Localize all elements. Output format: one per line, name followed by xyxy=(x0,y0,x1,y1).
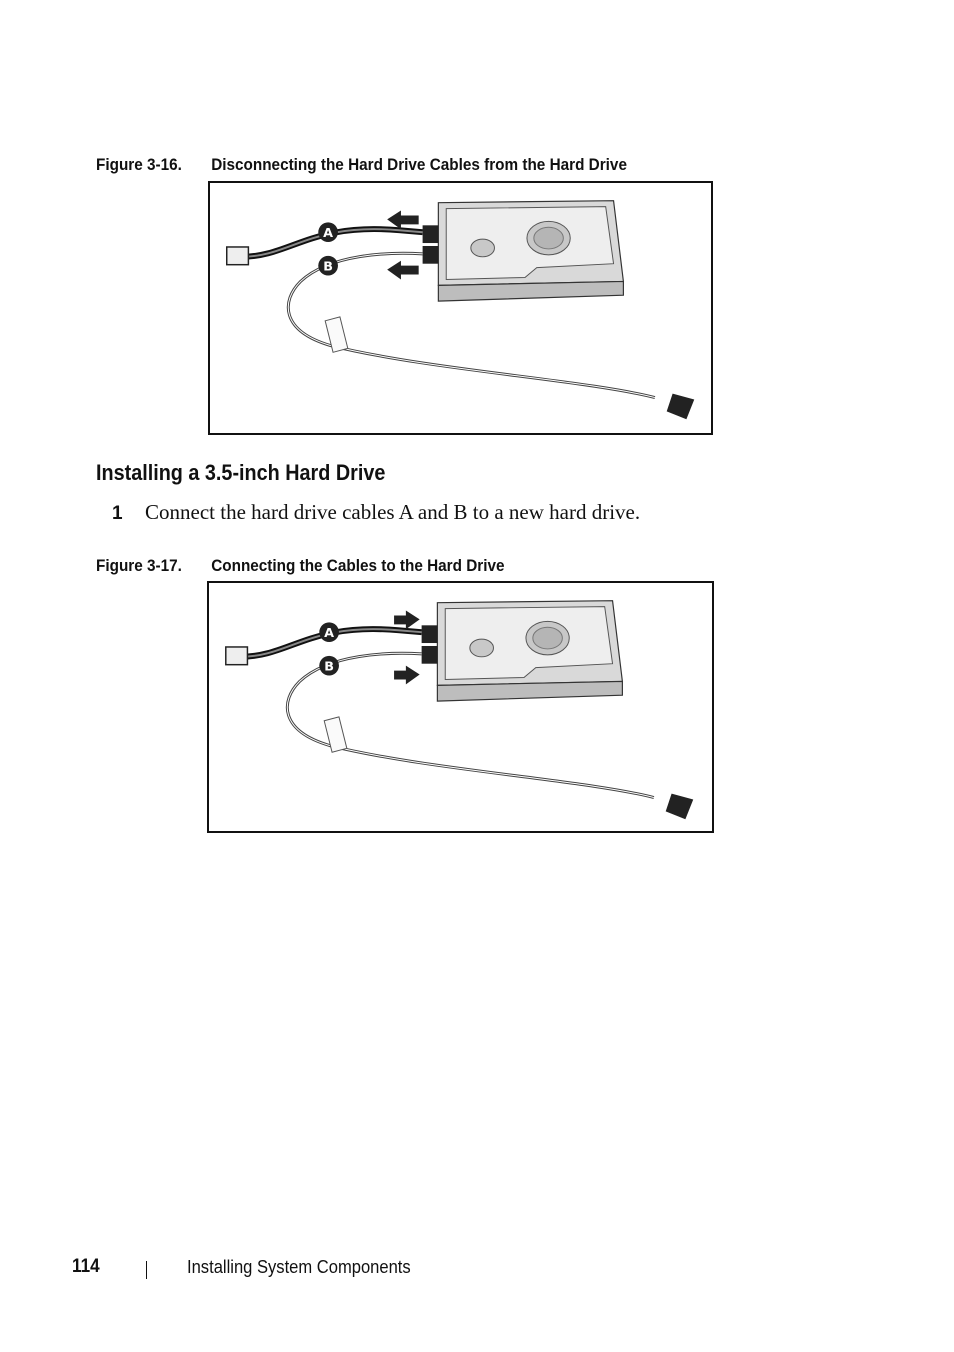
figure-title: Connecting the Cables to the Hard Drive xyxy=(211,556,505,575)
step-item xyxy=(112,500,640,525)
figure-number: Figure 3-16. xyxy=(96,155,182,174)
step-text: Connect the hard drive cables A and B to a new hard drive. xyxy=(145,500,641,524)
hard-drive-illustration xyxy=(209,583,712,831)
footer-divider xyxy=(146,1261,147,1279)
section-title: Installing a 3.5-inch Hard Drive xyxy=(96,460,386,485)
figure-title: Disconnecting the Hard Drive Cables from the Hard Drive xyxy=(211,155,627,174)
figure-number: Figure 3-17. xyxy=(96,556,182,575)
figure-caption-1 xyxy=(96,155,627,175)
callout-b: B xyxy=(323,259,333,275)
callout-b: B xyxy=(324,659,334,675)
callout-a: A xyxy=(323,226,334,242)
hard-drive-illustration xyxy=(210,183,711,433)
figure-disconnect-cables xyxy=(208,181,713,435)
page-number: 114 xyxy=(72,1256,100,1277)
step-number: 1 xyxy=(112,503,123,524)
callout-a: A xyxy=(324,626,335,642)
figure-caption-2 xyxy=(96,556,505,576)
chapter-title: Installing System Components xyxy=(187,1257,411,1277)
page-footer xyxy=(72,1256,572,1282)
figure-connect-cables xyxy=(207,581,714,833)
